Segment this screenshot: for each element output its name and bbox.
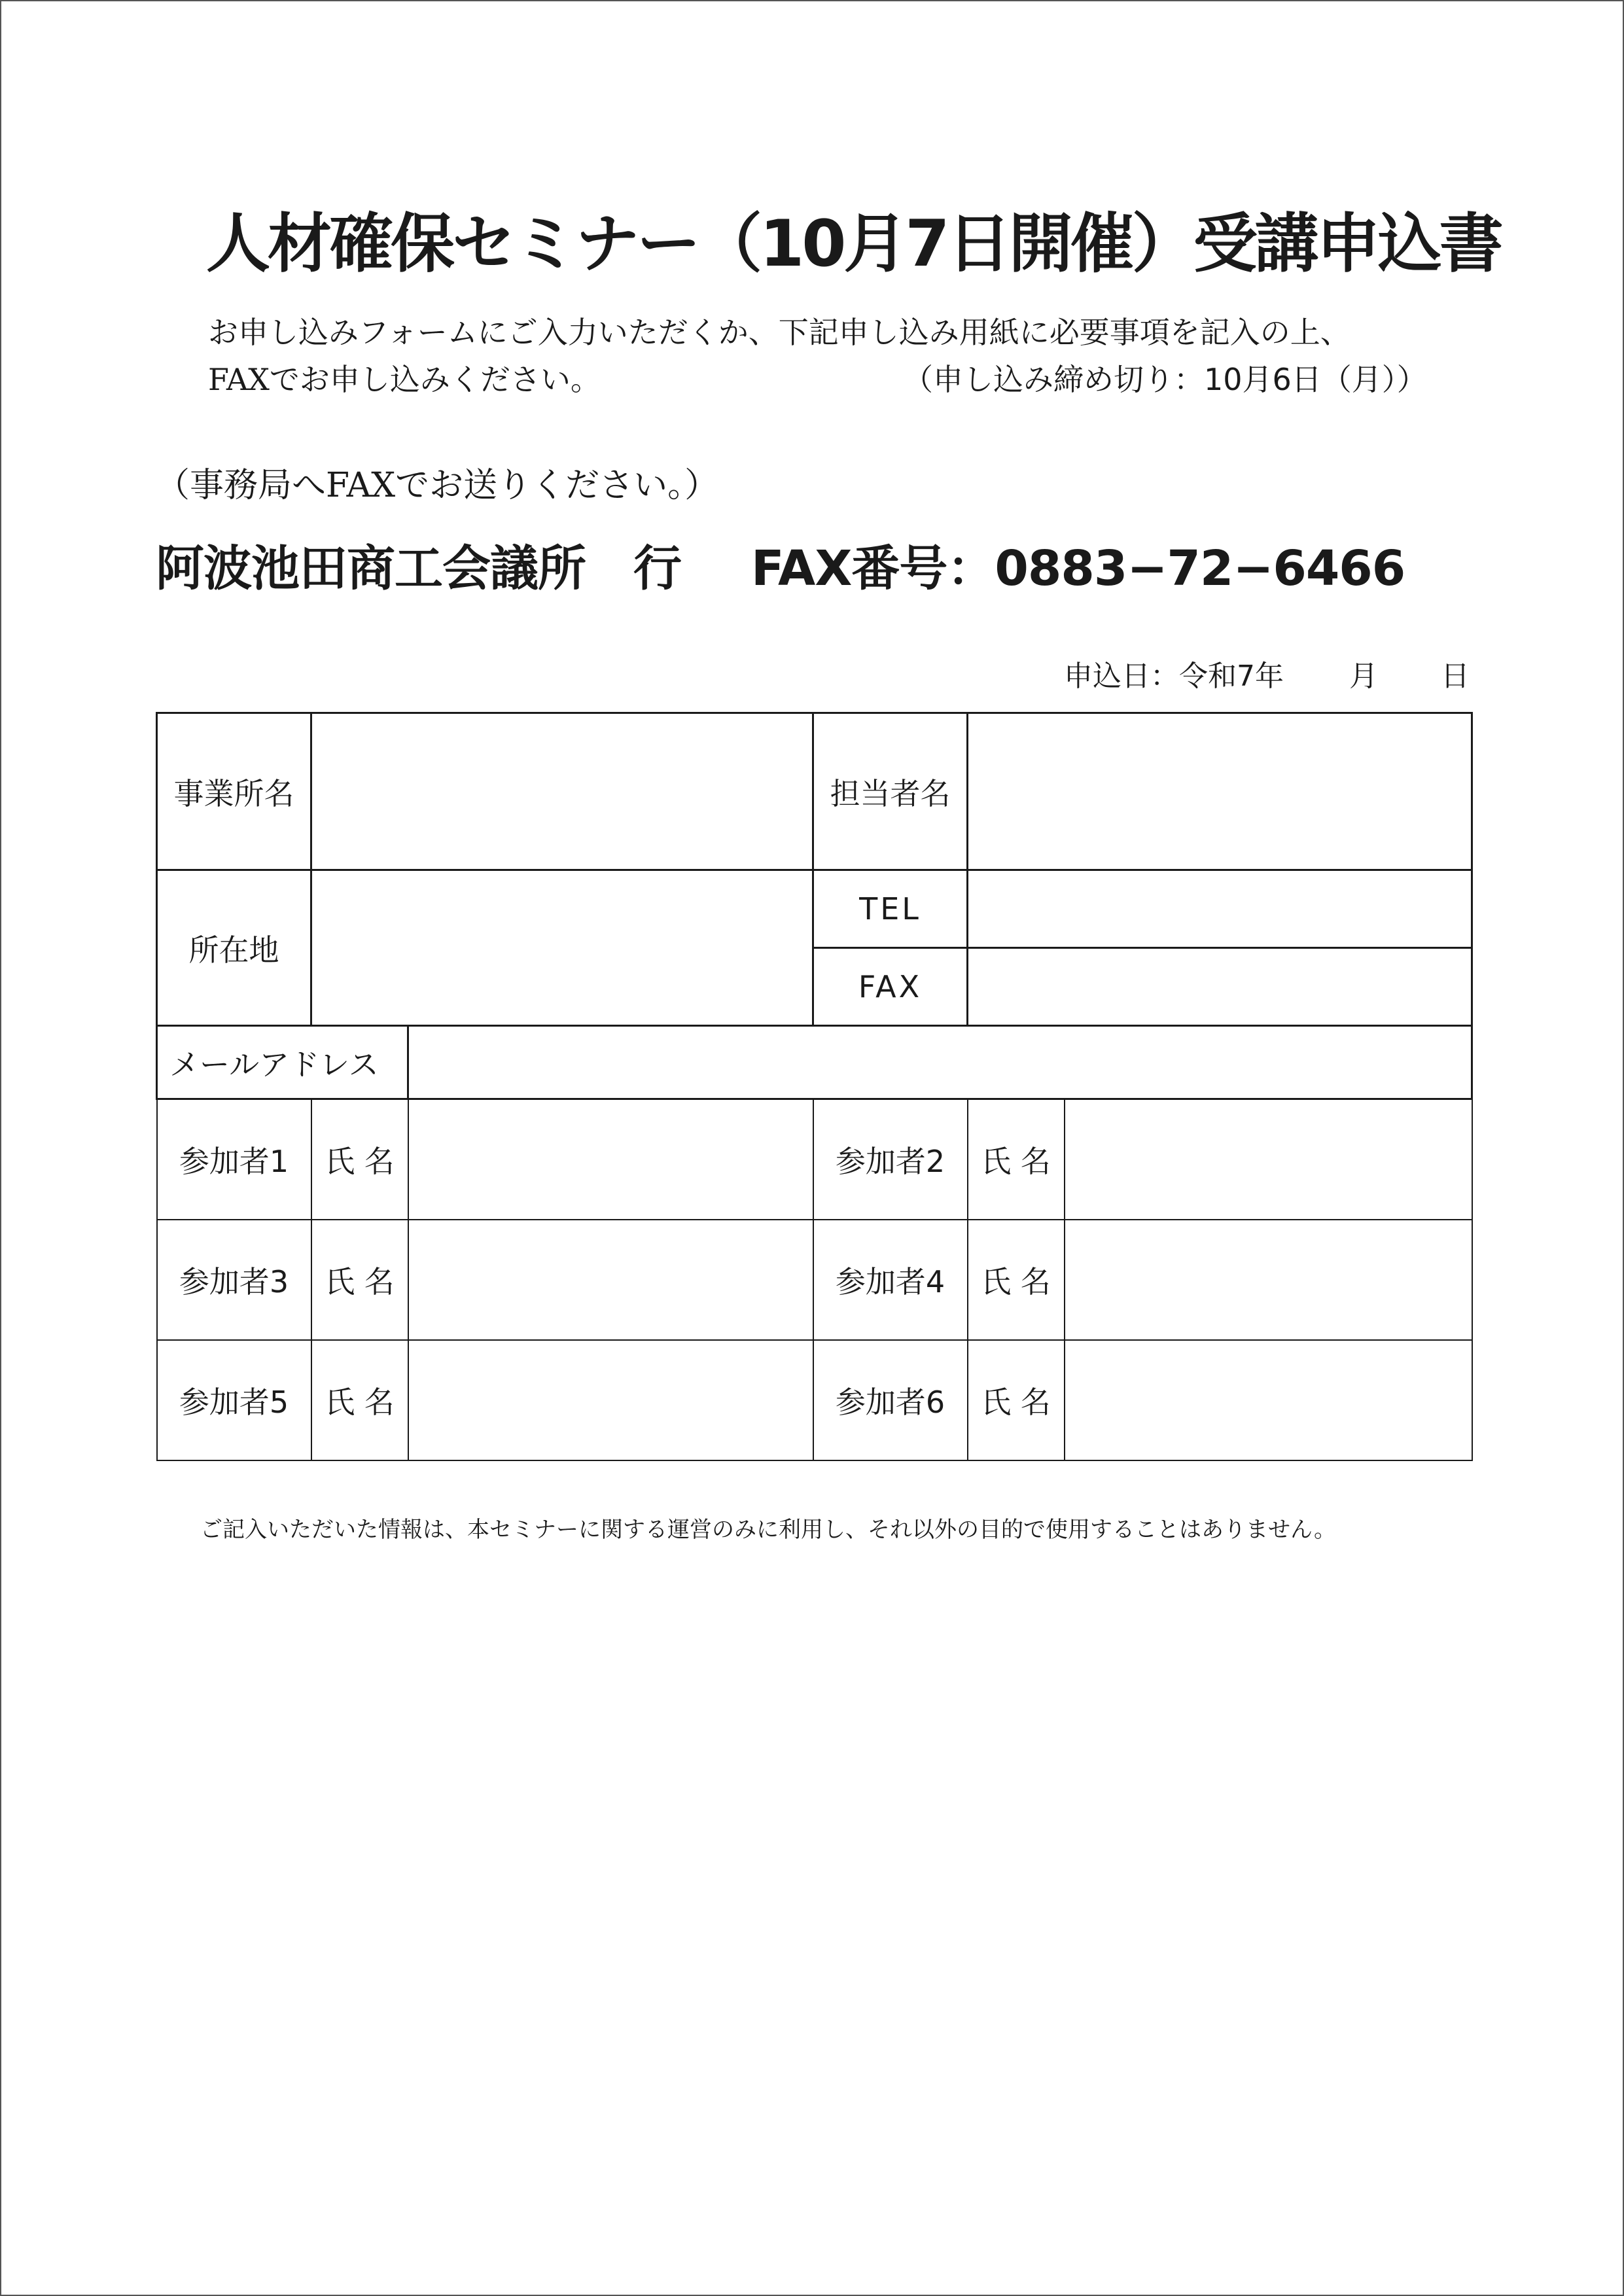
form-row-participants-5-6 <box>157 1340 1472 1460</box>
application-date-label: 申込日：令和7年 <box>1064 660 1284 693</box>
form-row-participants-3-4 <box>157 1220 1472 1340</box>
office-name-label: 事業所名 <box>157 713 311 870</box>
date-month-label: 月 <box>1349 660 1378 693</box>
participant-5-name-label: 氏 名 <box>311 1340 408 1460</box>
contact-person-field[interactable] <box>968 713 1472 870</box>
contact-person-label: 担当者名 <box>813 713 968 870</box>
participant-4-label: 参加者4 <box>813 1220 968 1340</box>
participant-1-label: 参加者1 <box>157 1099 311 1220</box>
participant-6-label: 参加者6 <box>813 1340 968 1460</box>
participant-4-name-field[interactable] <box>1065 1220 1472 1340</box>
email-label: メールアドレス <box>157 1026 408 1099</box>
participant-5-label: 参加者5 <box>157 1340 311 1460</box>
fax-number: FAX番号：0883−72−6466 <box>751 540 1405 597</box>
form-row-participants-1-2 <box>157 1099 1472 1220</box>
fax-instruction: （事務局へFAXでお送りください。） <box>156 466 719 505</box>
participant-2-name-label: 氏 名 <box>968 1099 1065 1220</box>
tel-field[interactable] <box>968 870 1472 948</box>
form-row-office <box>157 713 1472 870</box>
fax-label: FAX <box>813 948 968 1026</box>
participant-6-name-field[interactable] <box>1065 1340 1472 1460</box>
address-field[interactable] <box>311 870 813 1026</box>
participant-6-name-label: 氏 名 <box>968 1340 1065 1460</box>
application-form-table <box>156 712 1473 1461</box>
office-name-field[interactable] <box>311 713 813 870</box>
form-row-address-tel <box>157 870 1472 948</box>
participant-4-name-label: 氏 名 <box>968 1220 1065 1340</box>
fax-field[interactable] <box>968 948 1472 1026</box>
participant-3-name-label: 氏 名 <box>311 1220 408 1340</box>
intro-text-line-1: お申し込みフォームにご入力いただくか、下記申し込み用紙に必要事項を記入の上、 <box>208 315 1350 350</box>
address-label: 所在地 <box>157 870 311 1026</box>
participant-1-name-label: 氏 名 <box>311 1099 408 1220</box>
deadline-text: （申し込み締め切り：10月6日（月）） <box>903 362 1427 397</box>
date-day-label: 日 <box>1441 660 1470 693</box>
participant-5-name-field[interactable] <box>408 1340 813 1460</box>
intro-text-line-2: FAXでお申し込みください。 <box>208 362 601 397</box>
participant-2-label: 参加者2 <box>813 1099 968 1220</box>
participant-1-name-field[interactable] <box>408 1099 813 1220</box>
participant-3-label: 参加者3 <box>157 1220 311 1340</box>
form-row-email <box>157 1026 1472 1099</box>
destination-office: 阿波池田商工会議所 行 <box>156 540 681 597</box>
participant-3-name-field[interactable] <box>408 1220 813 1340</box>
participant-2-name-field[interactable] <box>1065 1099 1472 1220</box>
tel-label: TEL <box>813 870 968 948</box>
page-title: 人材確保セミナー（10月7日開催）受講申込書 <box>206 207 1501 281</box>
privacy-footnote: ご記入いただいた情報は、本セミナーに関する運営のみに利用し、それ以外の目的で使用することはありません。 <box>200 1517 1337 1543</box>
email-field[interactable] <box>408 1026 1472 1099</box>
